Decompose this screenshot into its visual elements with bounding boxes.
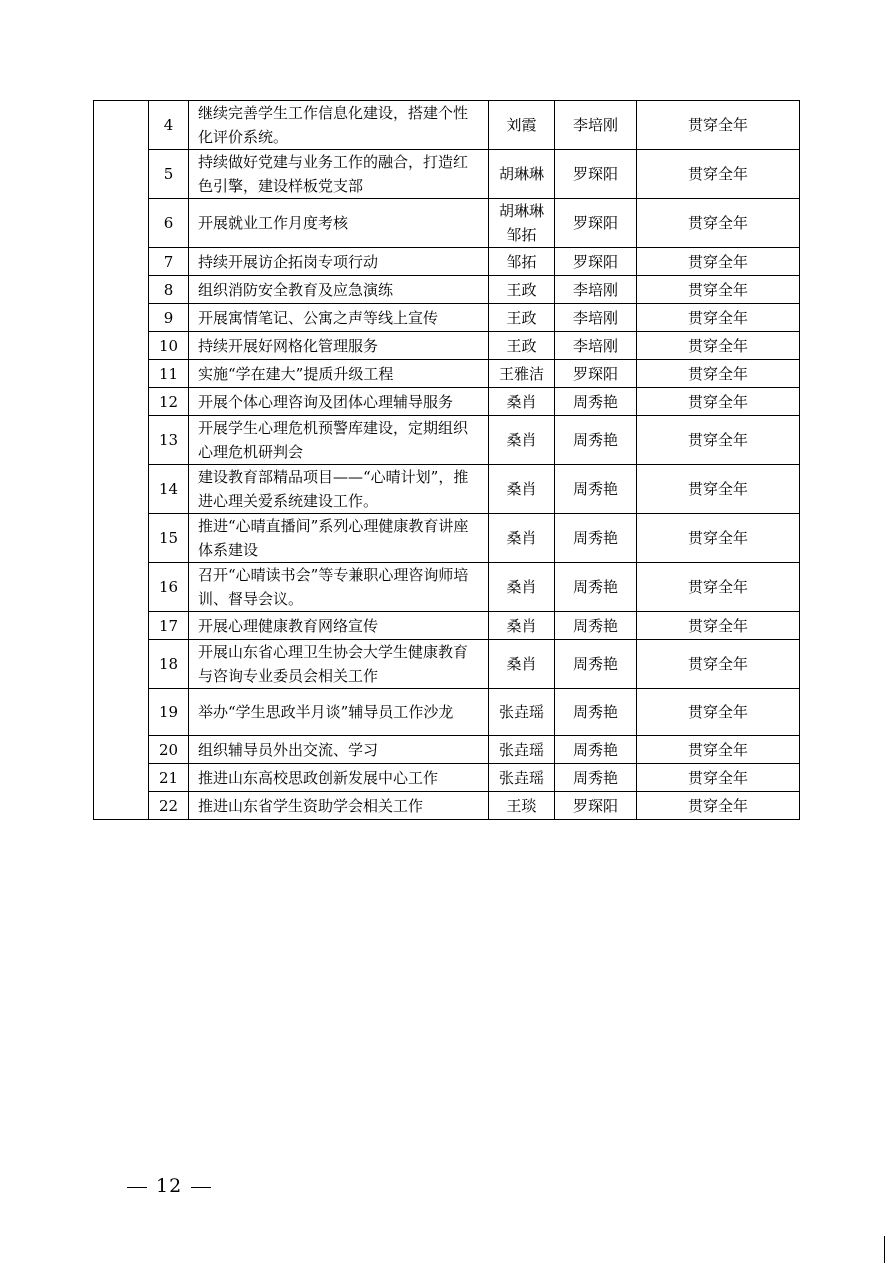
table-row (94, 276, 800, 304)
time-cell: 贯穿全年 (637, 689, 800, 736)
task-cell: 建设教育部精品项目——“心晴计划”，推进心理关爱系统建设工作。 (189, 465, 489, 514)
leader-cell: 周秀艳 (555, 514, 637, 563)
table-row (94, 612, 800, 640)
table-row (94, 736, 800, 764)
table-row (94, 101, 800, 150)
leader-cell: 周秀艳 (555, 612, 637, 640)
time-cell: 贯穿全年 (637, 764, 800, 792)
row-number-cell: 17 (149, 612, 189, 640)
task-cell: 持续做好党建与业务工作的融合，打造红色引擎，建设样板党支部 (189, 150, 489, 199)
task-cell: 组织辅导员外出交流、学习 (189, 736, 489, 764)
time-cell: 贯穿全年 (637, 332, 800, 360)
time-cell: 贯穿全年 (637, 792, 800, 820)
leader-cell: 周秀艳 (555, 563, 637, 612)
row-number-cell: 6 (149, 199, 189, 248)
time-cell: 贯穿全年 (637, 736, 800, 764)
task-cell: 组织消防安全教育及应急演练 (189, 276, 489, 304)
table-row (94, 514, 800, 563)
responsible-person-cell: 胡琳琳 (489, 150, 555, 199)
task-cell: 举办“学生思政半月谈”辅导员工作沙龙 (189, 689, 489, 736)
table-row (94, 332, 800, 360)
row-number-cell: 16 (149, 563, 189, 612)
leader-cell: 周秀艳 (555, 689, 637, 736)
leader-cell: 李培刚 (555, 276, 637, 304)
leader-cell: 罗琛阳 (555, 150, 637, 199)
leader-cell: 李培刚 (555, 101, 637, 150)
leader-cell: 周秀艳 (555, 764, 637, 792)
leader-cell: 罗琛阳 (555, 199, 637, 248)
row-number-cell: 10 (149, 332, 189, 360)
responsible-person-cell: 桑肖 (489, 514, 555, 563)
table-row (94, 640, 800, 689)
responsible-person-cell: 桑肖 (489, 563, 555, 612)
row-number-cell: 21 (149, 764, 189, 792)
responsible-person-cell: 张垚瑶 (489, 689, 555, 736)
responsible-person-cell: 桑肖 (489, 640, 555, 689)
row-number-cell: 18 (149, 640, 189, 689)
time-cell: 贯穿全年 (637, 514, 800, 563)
responsible-person-cell: 王政 (489, 304, 555, 332)
leader-cell: 罗琛阳 (555, 792, 637, 820)
task-cell: 开展个体心理咨询及团体心理辅导服务 (189, 388, 489, 416)
task-cell: 开展山东省心理卫生协会大学生健康教育与咨询专业委员会相关工作 (189, 640, 489, 689)
leader-cell: 周秀艳 (555, 640, 637, 689)
time-cell: 贯穿全年 (637, 360, 800, 388)
row-number-cell: 14 (149, 465, 189, 514)
task-cell: 实施“学在建大”提质升级工程 (189, 360, 489, 388)
row-number-cell: 8 (149, 276, 189, 304)
time-cell: 贯穿全年 (637, 416, 800, 465)
responsible-person-cell: 张垚瑶 (489, 764, 555, 792)
responsible-person-cell: 桑肖 (489, 388, 555, 416)
time-cell: 贯穿全年 (637, 101, 800, 150)
task-cell: 开展心理健康教育网络宣传 (189, 612, 489, 640)
task-cell: 开展就业工作月度考核 (189, 199, 489, 248)
time-cell: 贯穿全年 (637, 612, 800, 640)
table-row (94, 792, 800, 820)
leader-cell: 周秀艳 (555, 388, 637, 416)
responsible-person-cell: 王雅洁 (489, 360, 555, 388)
table-row (94, 416, 800, 465)
row-number-cell: 5 (149, 150, 189, 199)
responsible-person-cell: 胡琳琳 邹拓 (489, 199, 555, 248)
table-row (94, 304, 800, 332)
time-cell: 贯穿全年 (637, 276, 800, 304)
task-cell: 开展学生心理危机预警库建设，定期组织心理危机研判会 (189, 416, 489, 465)
row-number-cell: 20 (149, 736, 189, 764)
leader-cell: 周秀艳 (555, 416, 637, 465)
task-cell: 推进山东高校思政创新发展中心工作 (189, 764, 489, 792)
task-table (93, 100, 800, 820)
responsible-person-cell: 桑肖 (489, 612, 555, 640)
table-row (94, 388, 800, 416)
page-number-dash-left (127, 1187, 147, 1188)
category-cell (94, 101, 149, 820)
leader-cell: 周秀艳 (555, 736, 637, 764)
responsible-person-cell: 王政 (489, 276, 555, 304)
time-cell: 贯穿全年 (637, 640, 800, 689)
task-cell: 推进“心晴直播间”系列心理健康教育讲座体系建设 (189, 514, 489, 563)
row-number-cell: 9 (149, 304, 189, 332)
table-row (94, 360, 800, 388)
page-number-dash-right (191, 1187, 211, 1188)
table-row (94, 764, 800, 792)
leader-cell: 李培刚 (555, 332, 637, 360)
task-table-body (94, 101, 800, 820)
task-cell: 召开“心晴读书会”等专兼职心理咨询师培训、督导会议。 (189, 563, 489, 612)
task-cell: 开展寓情笔记、公寓之声等线上宣传 (189, 304, 489, 332)
binding-edge-mark (884, 1236, 885, 1263)
time-cell: 贯穿全年 (637, 199, 800, 248)
leader-cell: 李培刚 (555, 304, 637, 332)
row-number-cell: 12 (149, 388, 189, 416)
row-number-cell: 13 (149, 416, 189, 465)
time-cell: 贯穿全年 (637, 563, 800, 612)
time-cell: 贯穿全年 (637, 465, 800, 514)
task-cell: 推进山东省学生资助学会相关工作 (189, 792, 489, 820)
leader-cell: 周秀艳 (555, 465, 637, 514)
task-cell: 继续完善学生工作信息化建设，搭建个性化评价系统。 (189, 101, 489, 150)
time-cell: 贯穿全年 (637, 388, 800, 416)
task-cell: 持续开展访企拓岗专项行动 (189, 248, 489, 276)
responsible-person-cell: 桑肖 (489, 416, 555, 465)
responsible-person-cell: 张垚瑶 (489, 736, 555, 764)
table-row (94, 199, 800, 248)
responsible-person-cell: 桑肖 (489, 465, 555, 514)
leader-cell: 罗琛阳 (555, 360, 637, 388)
task-cell: 持续开展好网格化管理服务 (189, 332, 489, 360)
row-number-cell: 15 (149, 514, 189, 563)
time-cell: 贯穿全年 (637, 248, 800, 276)
row-number-cell: 11 (149, 360, 189, 388)
row-number-cell: 19 (149, 689, 189, 736)
page-number-value: 12 (156, 1175, 183, 1197)
row-number-cell: 7 (149, 248, 189, 276)
page-number (118, 1175, 220, 1197)
table-row (94, 248, 800, 276)
responsible-person-cell: 刘霞 (489, 101, 555, 150)
row-number-cell: 4 (149, 101, 189, 150)
time-cell: 贯穿全年 (637, 304, 800, 332)
time-cell: 贯穿全年 (637, 150, 800, 199)
responsible-person-cell: 王琰 (489, 792, 555, 820)
responsible-person-cell: 邹拓 (489, 248, 555, 276)
table-row (94, 563, 800, 612)
table-row (94, 150, 800, 199)
leader-cell: 罗琛阳 (555, 248, 637, 276)
table-row (94, 689, 800, 736)
row-number-cell: 22 (149, 792, 189, 820)
responsible-person-cell: 王政 (489, 332, 555, 360)
table-row (94, 465, 800, 514)
